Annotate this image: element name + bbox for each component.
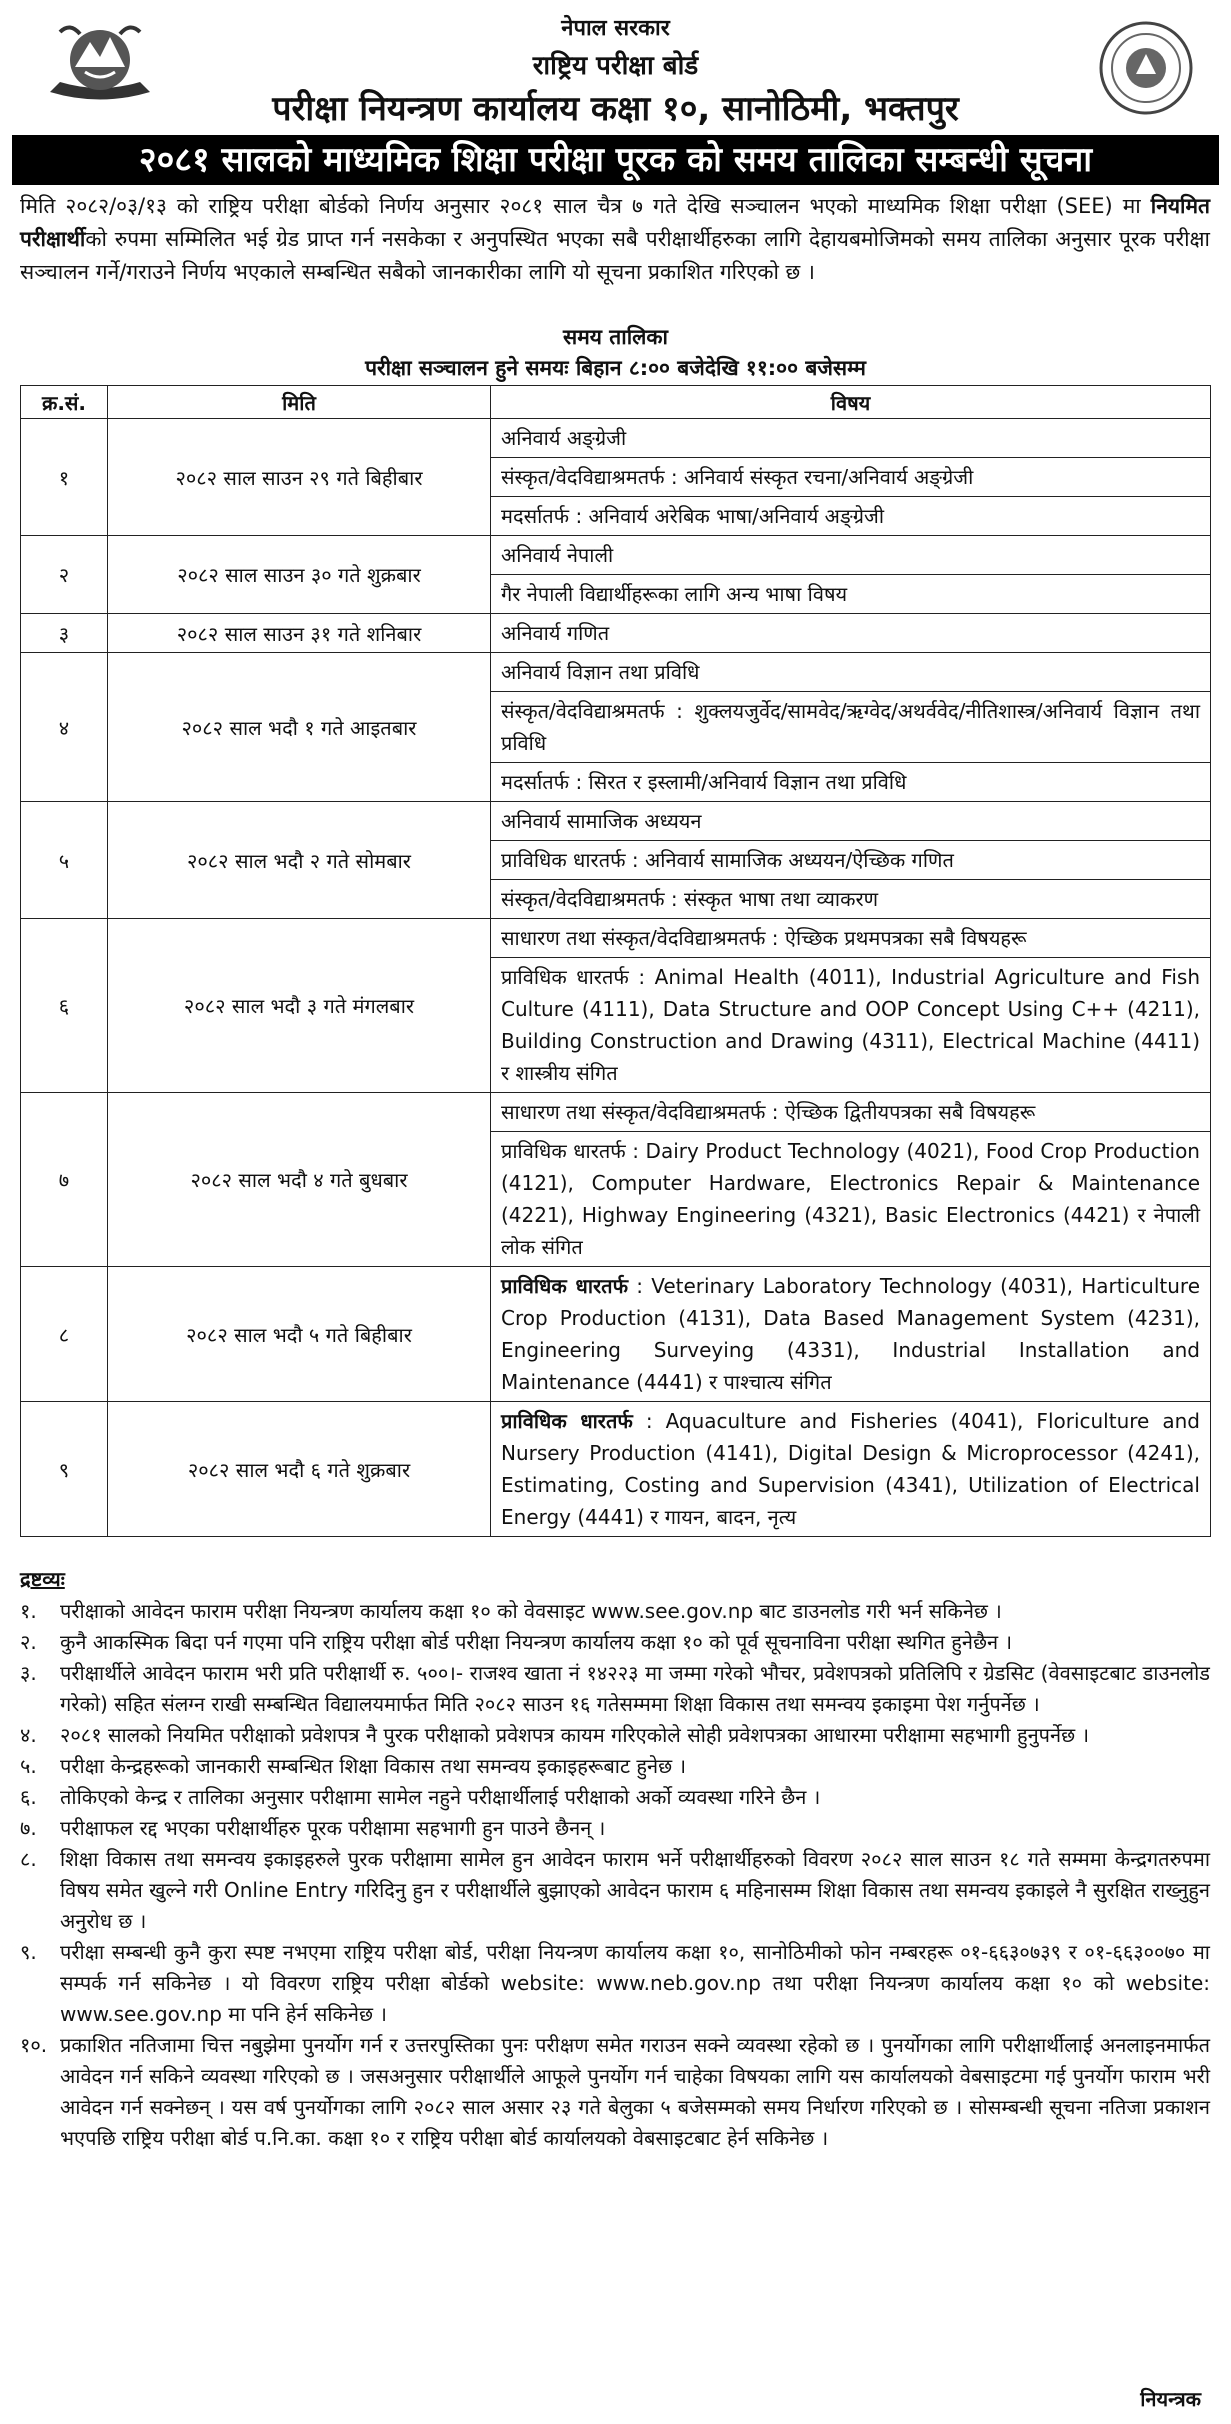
row-date: २०८२ साल भदौ २ गते सोमबार — [108, 802, 491, 919]
subject-item: अनिवार्य गणित — [501, 621, 610, 645]
table-row — [21, 802, 1211, 919]
signer-title: नियन्त्रक — [1140, 2387, 1201, 2411]
notes-title: द्रष्टव्यः — [20, 1567, 65, 1591]
note-item — [20, 1813, 1210, 1844]
subject-text: : Veterinary Laboratory Technology (4031), Harticulture Crop Production (4131), Data Based Management System (4231), Engineering Surveying (4331), Industrial Installation and Maintenance (4441) र पाश्चात्य संगित — [501, 1274, 1200, 1394]
notes-section — [20, 1565, 1210, 2154]
row-subjects — [491, 1267, 1211, 1402]
schedule-table — [20, 385, 1211, 1537]
row-sn: १ — [21, 419, 108, 536]
subject-item: साधारण तथा संस्कृत/वेदविद्याश्रमतर्फ : ऐच्छिक प्रथमपत्रका सबै विषयहरू — [491, 919, 1210, 958]
header-sn: क्र.सं. — [21, 386, 108, 419]
note-text: परीक्षा केन्द्रहरूको जानकारी सम्बन्धित शिक्षा विकास तथा समन्वय इकाइहरूबाट हुनेछ । — [60, 1754, 687, 1778]
row-sn: ९ — [21, 1402, 108, 1537]
row-subjects — [491, 919, 1211, 1093]
subject-item: संस्कृत/वेदविद्याश्रमतर्फ : संस्कृत भाषा तथा व्याकरण — [501, 887, 879, 911]
note-text: परीक्षा सम्बन्धी कुनै कुरा स्पष्ट नभएमा राष्ट्रिय परीक्षा बोर्ड, परीक्षा नियन्त्रण कार्यालय कक्षा १०, सानोठिमीको फोन नम्बरहरू ०१-६६३०७३९ र ०१-६६३००७० मा सम्पर्क गर्न सकिनेछ । यो विवरण राष्ट्रिय परीक्षा बोर्डको website: www.neb.gov.np तथा परीक्षा नियन्त्रण कार्यालय कक्षा १० को website: www.see.gov.np मा पनि हेर्न सकिनेछ । — [60, 1940, 1210, 2026]
note-text: तोकिएको केन्द्र र तालिका अनुसार परीक्षामा सामेल नहुने परीक्षार्थीलाई परीक्षाको अर्को व्यवस्था गरिने छैन । — [60, 1785, 821, 1809]
row-date: २०८२ साल साउन २९ गते बिहीबार — [108, 419, 491, 536]
row-date: २०८२ साल भदौ ६ गते शुक्रबार — [108, 1402, 491, 1537]
subject-item: साधारण तथा संस्कृत/वेदविद्याश्रमतर्फ : ऐच्छिक द्वितीयपत्रका सबै विषयहरू — [491, 1093, 1210, 1132]
row-sn: ६ — [21, 919, 108, 1093]
row-sn: ३ — [21, 614, 108, 653]
table-row — [21, 1093, 1211, 1267]
row-subjects — [491, 1402, 1211, 1537]
row-sn: ७ — [21, 1093, 108, 1267]
note-item — [20, 1627, 1210, 1658]
note-text: शिक्षा विकास तथा समन्वय इकाइहरुले पुरक परीक्षामा सामेल हुन आवेदन फाराम भर्ने परीक्षार्थीहरुको विवरण २०८२ साल साउन १८ गते सम्ममा केन्द्रगतरुपमा विषय समेत खुल्ने गरी Online Entry गरिदिनु हुन र परीक्षार्थीले बुझाएको आवेदन फाराम ६ महिनासम्म शिक्षा विकास तथा समन्वय इकाइले नै सुरक्षित राख्नुहुन अनुरोध छ । — [60, 1847, 1210, 1933]
intro-part1: मिति २०८२/०३/१३ को राष्ट्रिय परीक्षा बोर्डको निर्णय अनुसार २०८१ साल चैत्र ७ गते देखि सञ्चालन भएको माध्यमिक शिक्षा परीक्षा (SEE) मा — [20, 194, 1151, 218]
note-item — [20, 1658, 1210, 1720]
table-row — [21, 614, 1211, 653]
row-date: २०८२ साल भदौ ५ गते बिहीबार — [108, 1267, 491, 1402]
note-number: २. — [20, 1630, 37, 1654]
subject-item: मदर्सातर्फ : अनिवार्य अरेबिक भाषा/अनिवार्य अङ्ग्रेजी — [501, 504, 885, 528]
intro-bold: नियमित परीक्षार्थी — [20, 194, 1210, 251]
subject-item: मदर्सातर्फ : सिरत र इस्लामी/अनिवार्य विज्ञान तथा प्रविधि — [501, 770, 907, 794]
office-title: परीक्षा नियन्त्रण कार्यालय कक्षा १०, सानोठिमी, भक्तपुर — [272, 89, 959, 129]
note-text: परीक्षाको आवेदन फाराम परीक्षा नियन्त्रण कार्यालय कक्षा १० को वेवसाइट www.see.gov.np बाट डाउनलोड गरी भर्न सकिनेछ । — [60, 1599, 1002, 1623]
subject-item: संस्कृत/वेदविद्याश्रमतर्फ : अनिवार्य संस्कृत रचना/अनिवार्य अङ्ग्रेजी — [491, 458, 1210, 497]
row-subjects — [491, 419, 1211, 536]
table-row — [21, 653, 1211, 802]
row-date: २०८२ साल भदौ १ गते आइतबार — [108, 653, 491, 802]
schedule-title: समय तालिका — [563, 325, 668, 349]
row-date: २०८२ साल भदौ ४ गते बुधबार — [108, 1093, 491, 1267]
row-sn: ५ — [21, 802, 108, 919]
subject-item — [491, 1267, 1210, 1401]
note-number: ५. — [20, 1754, 37, 1778]
table-row — [21, 419, 1211, 536]
subject-label: प्राविधिक धारतर्फ — [501, 1409, 633, 1433]
subject-label: प्राविधिक धारतर्फ — [501, 1274, 629, 1298]
intro-paragraph — [20, 190, 1210, 289]
note-item — [20, 1782, 1210, 1813]
subject-text: : Aquaculture and Fisheries (4041), Floriculture and Nursery Production (4141), Digital Design & Microprocessor (4241), Estimating, Costing and Supervision (4341), Utilization of Electrical Energy (4441) र गायन, बादन, नृत्य — [501, 1409, 1200, 1529]
row-sn: २ — [21, 536, 108, 614]
row-sn: ८ — [21, 1267, 108, 1402]
row-date: २०८२ साल भदौ ३ गते मंगलबार — [108, 919, 491, 1093]
note-text: कुनै आकस्मिक बिदा पर्न गएमा पनि राष्ट्रिय परीक्षा बोर्ड परीक्षा नियन्त्रण कार्यालय कक्षा १० को पूर्व सूचनाविना परीक्षा स्थगित हुनेछैन । — [60, 1630, 1013, 1654]
subject-item: अनिवार्य अङ्ग्रेजी — [491, 419, 1210, 458]
note-number: ९. — [20, 1940, 37, 1964]
row-subjects — [491, 802, 1211, 919]
subject-item: अनिवार्य सामाजिक अध्ययन — [491, 802, 1210, 841]
intro-part2: को रुपमा सम्मिलित भई ग्रेड प्राप्त गर्न नसकेका र अनुपस्थित भएका सबै परीक्षार्थीहरुका लागि देहायबमोजिमको समय तालिका अनुसार पूरक परीक्षा सञ्चालन गर्ने/गराउने निर्णय भएकाले सम्बन्धित सबैको जानकारीका लागि यो सूचना प्रकाशित गरिएको छ । — [20, 227, 1210, 284]
note-text: प्रकाशित नतिजामा चित्त नबुझेमा पुनर्योग गर्न र उत्तरपुस्तिका पुनः परीक्षण समेत गराउन सक्ने व्यवस्था रहेको छ । पुनर्योगका लागि परीक्षार्थीलाई अनलाइनमार्फत आवेदन गर्न सकिने व्यवस्था गरिएको छ । जसअनुसार परीक्षार्थीले आफूले पुनर्योग गर्न चाहेका विषयका लागि यस कार्यालयको वेबसाइटमा गई पुनर्योग फाराम भरी आवेदन गर्न सक्नेछन् । यस वर्ष पुनर्योगका लागि २०८२ साल असार २३ गते बेलुका ५ बजेसम्मको समय निर्धारण गरिएको छ । सोसम्बन्धी सूचना नतिजा प्रकाशन भएपछि राष्ट्रिय परीक्षा बोर्ड प.नि.का. कक्षा १० र राष्ट्रिय परीक्षा बोर्ड कार्यालयको वेबसाइटबाट हेर्न सकिनेछ । — [60, 2033, 1210, 2150]
note-number: ६. — [20, 1785, 37, 1809]
govt-title: नेपाल सरकार — [561, 16, 670, 41]
note-item — [20, 1751, 1210, 1782]
board-seal-icon — [1096, 18, 1196, 118]
note-text: २०८१ सालको नियमित परीक्षाको प्रवेशपत्र नै पुरक परीक्षाको प्रवेशपत्र कायम गरिएकोले सोही प्रवेशपत्रका आधारमा परीक्षामा सहभागी हुनुपर्नेछ । — [60, 1723, 1090, 1747]
subject-item: प्राविधिक धारतर्फ : अनिवार्य सामाजिक अध्ययन/ऐच्छिक गणित — [491, 841, 1210, 880]
note-number: ७. — [20, 1816, 37, 1840]
schedule-time: परीक्षा सञ्चालन हुने समयः बिहान ८:०० बजेदेखि ११:०० बजेसम्म — [365, 356, 866, 380]
row-date: २०८२ साल साउन ३० गते शुक्रबार — [108, 536, 491, 614]
table-row — [21, 919, 1211, 1093]
header-date: मिति — [108, 386, 491, 419]
subject-item: प्राविधिक धारतर्फ : Animal Health (4011), Industrial Agriculture and Fish Culture (4111), Data Structure and OOP Concept Using C++ (4211), Building Construction and Drawing (4311), Electrical Machine (4411) र शास्त्रीय संगित — [501, 965, 1200, 1085]
note-item — [20, 1596, 1210, 1627]
row-subjects — [491, 536, 1211, 614]
note-item — [20, 1844, 1210, 1937]
row-subjects — [491, 653, 1211, 802]
header-subject: विषय — [491, 386, 1211, 419]
subject-item: अनिवार्य नेपाली — [491, 536, 1210, 575]
row-subjects — [491, 614, 1211, 653]
note-number: १०. — [20, 2033, 48, 2057]
subject-item: गैर नेपाली विद्यार्थीहरूका लागि अन्य भाषा विषय — [501, 582, 848, 606]
row-date: २०८२ साल साउन ३१ गते शनिबार — [108, 614, 491, 653]
header — [0, 0, 1231, 135]
table-row — [21, 1402, 1211, 1537]
note-number: १. — [20, 1599, 37, 1623]
subject-item: प्राविधिक धारतर्फ : Dairy Product Technology (4021), Food Crop Production (4121), Computer Hardware, Electronics Repair & Maintenance (4221), Highway Engineering (4321), Basic Electronics (4421) र नेपाली लोक संगित — [501, 1139, 1200, 1259]
table-row — [21, 536, 1211, 614]
subject-item — [491, 1402, 1210, 1536]
subject-item: अनिवार्य विज्ञान तथा प्रविधि — [491, 653, 1210, 692]
note-text: परीक्षार्थीले आवेदन फाराम भरी प्रति परीक्षार्थी रु. ५००।- राजश्व खाता नं १४२२३ मा जम्मा गरेको भौचर, प्रवेशपत्रको प्रतिलिपि र ग्रेडसिट (वेवसाइटबाट डाउनलोड गरेको) सहित संलग्न राखी सम्बन्धित विद्यालयमार्फत मिति २०८२ साउन १६ गतेसम्ममा शिक्षा विकास तथा समन्वय इकाइमा पेश गर्नुपर्नेछ । — [60, 1661, 1210, 1716]
row-subjects — [491, 1093, 1211, 1267]
board-title: राष्ट्रिय परीक्षा बोर्ड — [532, 51, 699, 81]
note-item — [20, 1937, 1210, 2030]
table-header-row — [21, 386, 1211, 419]
subject-item: संस्कृत/वेदविद्याश्रमतर्फ : शुक्लयजुर्वेद/सामवेद/ऋग्वेद/अथर्ववेद/नीतिशास्त्र/अनिवार्य विज्ञान तथा प्रविधि — [491, 692, 1210, 763]
note-number: ३. — [20, 1661, 37, 1685]
notice-banner: २०८१ सालको माध्यमिक शिक्षा परीक्षा पूरक को समय तालिका सम्बन्धी सूचना — [12, 135, 1219, 185]
note-text: परीक्षाफल रद्द भएका परीक्षार्थीहरु पूरक परीक्षामा सहभागी हुन पाउने छैनन् । — [60, 1816, 606, 1840]
note-number: ४. — [20, 1723, 37, 1747]
table-row — [21, 1267, 1211, 1402]
note-item — [20, 2030, 1210, 2154]
note-number: ८. — [20, 1847, 37, 1871]
row-sn: ४ — [21, 653, 108, 802]
note-item — [20, 1720, 1210, 1751]
